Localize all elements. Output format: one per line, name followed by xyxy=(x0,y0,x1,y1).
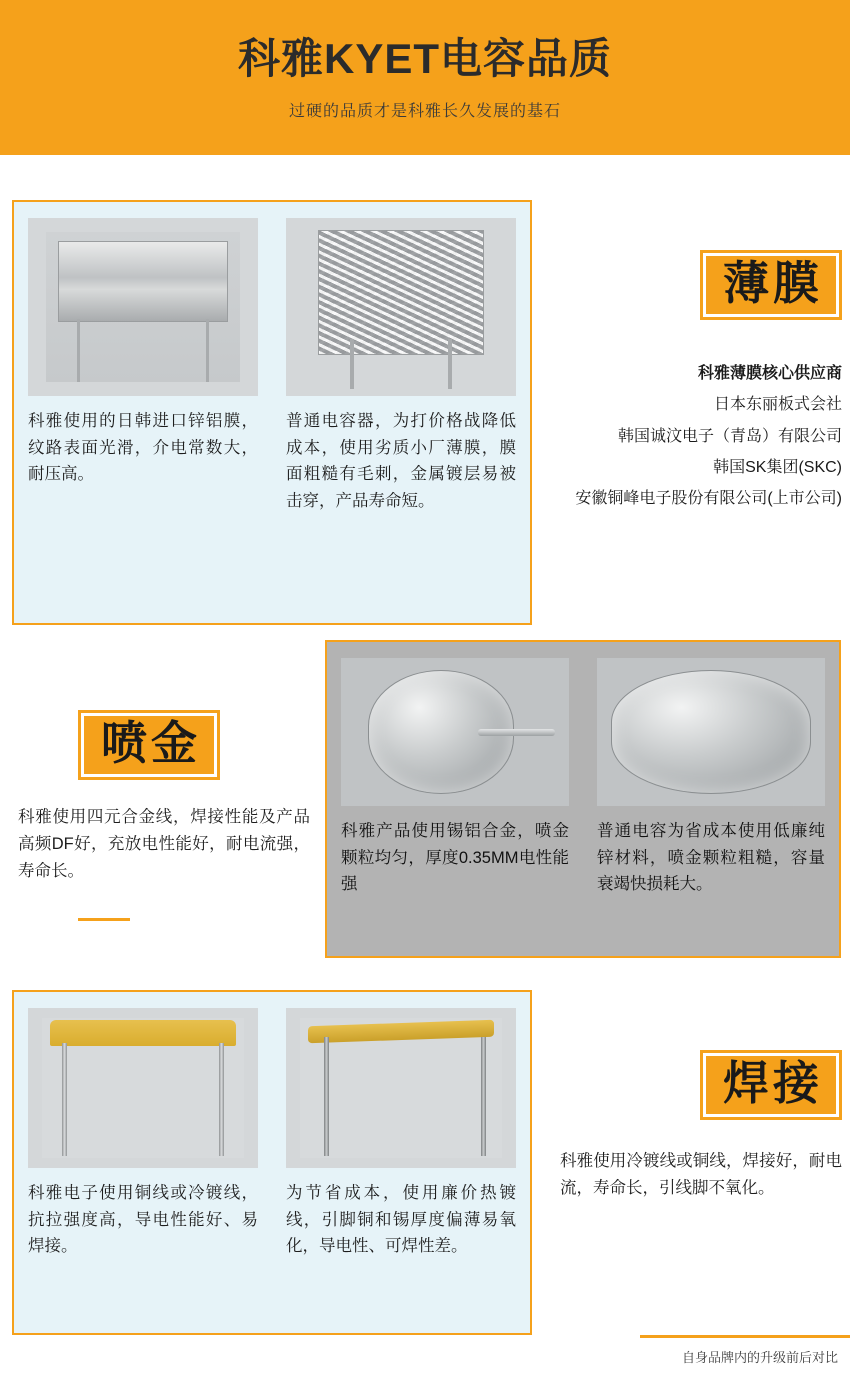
solder-side-caption: 科雅使用冷镀线或铜线，焊接好，耐电流，寿命长，引线脚不氧化。 xyxy=(560,1152,842,1198)
film-supplier-title: 科雅薄膜核心供应商 xyxy=(697,365,842,383)
solder-left-column xyxy=(14,992,272,1333)
rough-film-texture-photo xyxy=(286,218,516,396)
spray-panel xyxy=(325,640,841,958)
hot-plated-lead-solder-photo xyxy=(286,1008,516,1168)
spray-left-column xyxy=(327,642,583,956)
list-item: 日本东丽板式会社 xyxy=(713,396,842,414)
spray-right-column xyxy=(583,642,839,956)
spray-side-block xyxy=(18,710,310,921)
solder-panel xyxy=(12,990,532,1335)
film-right-caption: 普通电容器，为打价格战降低成本，使用劣质小厂薄膜，膜面粗糙有毛刺，金属镀层易被击穿，产品寿命短。 xyxy=(286,412,516,511)
spray-right-caption: 普通电容为省成本使用低廉纯锌材料，喷金颗粒粗糙，容量衰竭快损耗大。 xyxy=(597,822,825,894)
list-item: 韩国诚汶电子（青岛）有限公司 xyxy=(617,427,842,445)
footer-divider xyxy=(640,1335,850,1338)
film-left-caption: 科雅使用的日韩进口锌铝膜，纹路表面光滑，介电常数大，耐压高。 xyxy=(28,412,258,484)
film-capacitor-photo xyxy=(28,218,258,396)
badge-spray: 喷金 xyxy=(78,710,220,780)
film-side-block xyxy=(560,250,842,514)
section-film xyxy=(12,200,532,625)
footer-note: 自身品牌内的升级前后对比 xyxy=(681,1350,838,1365)
page-title: 科雅KYET电容品质 xyxy=(237,34,612,82)
solder-left-caption: 科雅电子使用铜线或冷镀线，抗拉强度高，导电性能好、易焊接。 xyxy=(28,1184,258,1256)
solder-side-block xyxy=(560,1050,842,1202)
page-header xyxy=(0,0,850,155)
divider-rule xyxy=(78,918,130,921)
film-right-column xyxy=(272,202,530,623)
sprayed-gold-particle-photo xyxy=(341,658,569,806)
solder-right-column xyxy=(272,992,530,1333)
spray-left-caption: 科雅产品使用锡铝合金，喷金颗粒均匀，厚度0.35MM电性能强 xyxy=(341,822,569,894)
badge-film: 薄膜 xyxy=(700,250,842,320)
section-spray xyxy=(325,640,841,958)
spray-side-caption: 科雅使用四元合金线，焊接性能及产品高频DF好，充放电性能好，耐电流强，寿命长。 xyxy=(18,808,310,880)
list-item: 安徽铜峰电子股份有限公司(上市公司) xyxy=(575,490,842,508)
badge-solder: 焊接 xyxy=(700,1050,842,1120)
film-panel xyxy=(12,200,532,625)
coarse-zinc-particle-photo xyxy=(597,658,825,806)
film-left-column xyxy=(14,202,272,623)
page-subtitle: 过硬的品质才是科雅长久发展的基石 xyxy=(288,103,561,121)
section-solder xyxy=(12,990,532,1335)
list-item: 韩国SK集团(SKC) xyxy=(713,458,842,476)
film-supplier-list xyxy=(560,358,842,514)
solder-right-caption: 为节省成本，使用廉价热镀线，引脚铜和锡厚度偏薄易氧化，导电性、可焊性差。 xyxy=(286,1184,516,1256)
copper-lead-solder-photo xyxy=(28,1008,258,1168)
